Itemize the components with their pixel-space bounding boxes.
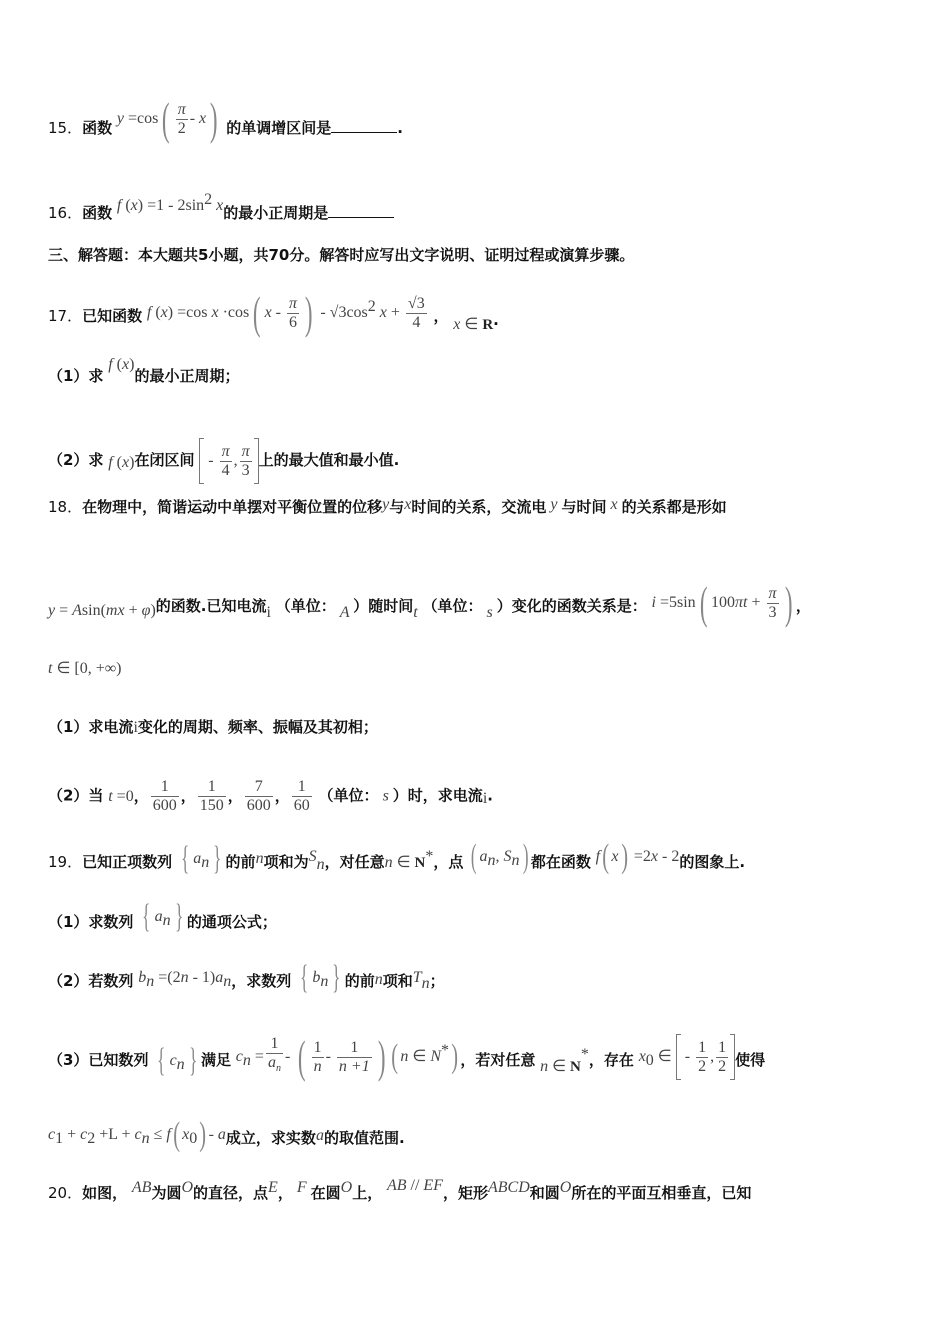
question-20: 20．如图， AB为圆O的直径，点E， F 在圆O上， AB // EF，矩形ABCD和圆O所在的平面互相垂直，已知 [48, 1177, 752, 1202]
question-text: （单位： [275, 597, 336, 615]
question-text: （1）求数列 [48, 913, 134, 931]
formula: x [453, 316, 461, 333]
question-text: 如图， [82, 1184, 128, 1202]
question-text: （1）求 [48, 367, 104, 385]
question-text: 在圆 [310, 1184, 341, 1202]
question-text: 已知函数 [82, 307, 143, 325]
question-number: 16． [48, 204, 83, 222]
question-text: ， [277, 1184, 293, 1202]
question-text: 时间的关系，交流电 [411, 498, 547, 516]
question-text: 的前 [225, 853, 256, 871]
question-text: （单位： [318, 786, 379, 805]
question-18: 18．在物理中，简谐运动中单摆对平衡位置的位移y与x时间的关系，交流电 y 与时间 x 的关系都是形如 [48, 496, 727, 516]
question-18-line-3 [48, 658, 121, 679]
question-19-part-3-line-2: $c_1 + c_2 +L + c_n \le f$( $x_0$) - a成立，求实数a的取值范围. [48, 1116, 405, 1153]
question-text: ）变化的函数关系是： [496, 597, 647, 615]
question-text: 的函数.已知电流 [155, 597, 267, 615]
formula: f $(x) =1 - 2\sin^2$ x [116, 191, 224, 214]
question-text: ）随时间 [353, 597, 414, 615]
question-18-line-2: y = Asin(mx + φ)的函数.已知电流i （单位： A ）随时间t （单位： s ）变化的函数关系是： i =5sin( 100πt + $\frac{\pi}{3}$ ) ， [48, 577, 811, 628]
question-text: 为圆 [151, 1184, 182, 1202]
question-text: （2）求 [48, 451, 104, 469]
question-text: 上的最大值和最小值. [258, 451, 400, 469]
question-text: ，存在 [588, 1051, 634, 1069]
question-text: 的直径，点 [193, 1184, 269, 1202]
question-number: 18． [48, 498, 83, 516]
section-heading: 三、解答题：本大题共5小题，共70分。解答时应写出文字说明、证明过程或演算步骤。 [48, 246, 635, 264]
answer-blank[interactable] [331, 118, 397, 133]
formula: $c_n$ = $\frac{1}{a_n}$ - ( $\frac{1}{n}$ - $\frac{1}{n +1}$ ) ( n ∈ N*) [235, 1031, 459, 1082]
question-text: 与时间 [561, 498, 607, 516]
question-text: 成立，求实数 [225, 1129, 316, 1147]
question-text: 的图象上. [679, 853, 746, 871]
question-text: 与 [389, 498, 405, 516]
question-16 [48, 191, 394, 224]
question-text: ； [429, 972, 445, 990]
question-15 [48, 93, 403, 152]
question-text: ，点 [433, 853, 464, 871]
formula: t =0， $\frac{1}{600}$ ， $\frac{1}{150}$ ， $\frac{7}{600}$ ， $\frac{1}{60}$ [108, 778, 310, 814]
question-text: 函数 [82, 204, 113, 222]
question-number: 15． [48, 119, 83, 137]
question-17-part-2 [48, 438, 399, 484]
question-text: . [487, 786, 493, 805]
question-17-part-1 [48, 356, 240, 387]
question-text: ，求数列 [231, 972, 292, 990]
formula: y = Asin(mx + φ) [48, 602, 156, 619]
answer-blank[interactable] [328, 203, 394, 218]
question-text: 上， [352, 1184, 383, 1202]
question-17: 17．已知函数 f (x) =cos x ·cos( x - $\frac{\pi}{6}$ ) - $√3\cos^2$ x + $\frac{√3}{4}$ ， x ∈ R. [48, 287, 499, 338]
question-text: 在物理中，简谐运动中单摆对平衡位置的位移 [82, 498, 383, 516]
question-text: ，若对任意 [460, 1051, 536, 1069]
question-18-part-1: （1）求电流i变化的周期、频率、振幅及其初相； [48, 718, 378, 736]
question-text: 项和为 [263, 853, 309, 871]
question-number: 20． [48, 1184, 83, 1202]
question-text: ）时，求电流 [392, 786, 483, 805]
question-text: 的取值范围. [323, 1129, 405, 1147]
question-text: 已知正项数列 [82, 853, 173, 871]
formula: - $\frac{\pi}{4}$ , $\frac{\pi}{3}$ [199, 451, 258, 469]
question-text: 的最小正周期； [134, 367, 240, 385]
question-18-part-2: （2）当 t =0， $\frac{1}{600}$ ， $\frac{1}{150}$ ， $\frac{7}{600}$ ， $\frac{1}{60}$ （单位： s ）时，求电流i. [48, 778, 493, 814]
question-19-part-2: （2）若数列 $b_n =(2n - 1)a_n$，求数列 { $b_n$ } 的前n项和$T_n$； [48, 959, 445, 996]
question-text: 的通项公式； [186, 913, 277, 931]
question-text: 的单调增区间是 [226, 119, 332, 137]
question-text: 所在的平面互相垂直，已知 [571, 1184, 752, 1202]
question-19-part-3: （3）已知数列 { $c_n$ } 满足 $c_n$ = $\frac{1}{a_n}$ - ( $\frac{1}{n}$ - $\frac{1}{n +1}$ ) ( n ∈ N*) ，若对任意 n ∈ N*，存在 $x_0$ ∈ - $\frac{1}{2}$ , $\frac{1}{2}$ 使得 [48, 1031, 766, 1082]
question-text: ，对任意 [324, 853, 385, 871]
formula: f (x) [108, 356, 135, 373]
question-text: 的关系都是形如 [621, 498, 727, 516]
question-text: （2）当 [48, 786, 104, 805]
formula: f (x) [108, 454, 135, 471]
question-text: 项和 [382, 972, 413, 990]
formula: f (x) =cos x ·cos( x - $\frac{\pi}{6}$ ) - $√3\cos^2$ x + $\frac{√3}{4}$ [146, 287, 425, 338]
formula: $c_1 + c_2 +L + c_n \le f$( $x_0$) - a [48, 1116, 226, 1153]
question-text: 使得 [735, 1051, 766, 1069]
question-text: . [397, 119, 403, 137]
question-text: 都在函数 [530, 853, 591, 871]
question-text: 在闭区间 [134, 451, 195, 469]
question-text: （1）求电流 [48, 718, 134, 736]
question-number: 17． [48, 307, 83, 325]
formula: $x_0$ ∈ - $\frac{1}{2}$ , $\frac{1}{2}$ [639, 1047, 735, 1065]
question-text: 的前 [344, 972, 375, 990]
formula: t ∈ [0, +∞) [48, 660, 122, 677]
question-text: （单位： [422, 597, 483, 615]
question-text: ， [433, 307, 449, 325]
question-text: 函数 [82, 119, 113, 137]
question-number: 19． [48, 853, 83, 871]
question-text: 的最小正周期是 [223, 204, 329, 222]
question-text: （2）若数列 [48, 972, 134, 990]
formula: i =5sin( 100πt + $\frac{\pi}{3}$ ) [651, 577, 793, 628]
question-text: 满足 [201, 1051, 232, 1069]
question-text: 和圆 [529, 1184, 560, 1202]
question-text: ，矩形 [442, 1184, 488, 1202]
question-19: 19．已知正项数列 { $a_n$ } 的前n项和为$S_n$，对任意n ∈ N*，点 ( $a_n$, $S_n$) 都在函数 f( x) =2x - 2的图象上. [48, 838, 746, 877]
question-text: （3）已知数列 [48, 1051, 149, 1069]
question-text: 变化的周期、频率、振幅及其初相； [137, 718, 378, 736]
question-19-part-1: （1）求数列 { $a_n$ } 的通项公式； [48, 898, 277, 935]
formula: y =cos( $\frac{\pi}{2}$ - x) [116, 93, 218, 144]
